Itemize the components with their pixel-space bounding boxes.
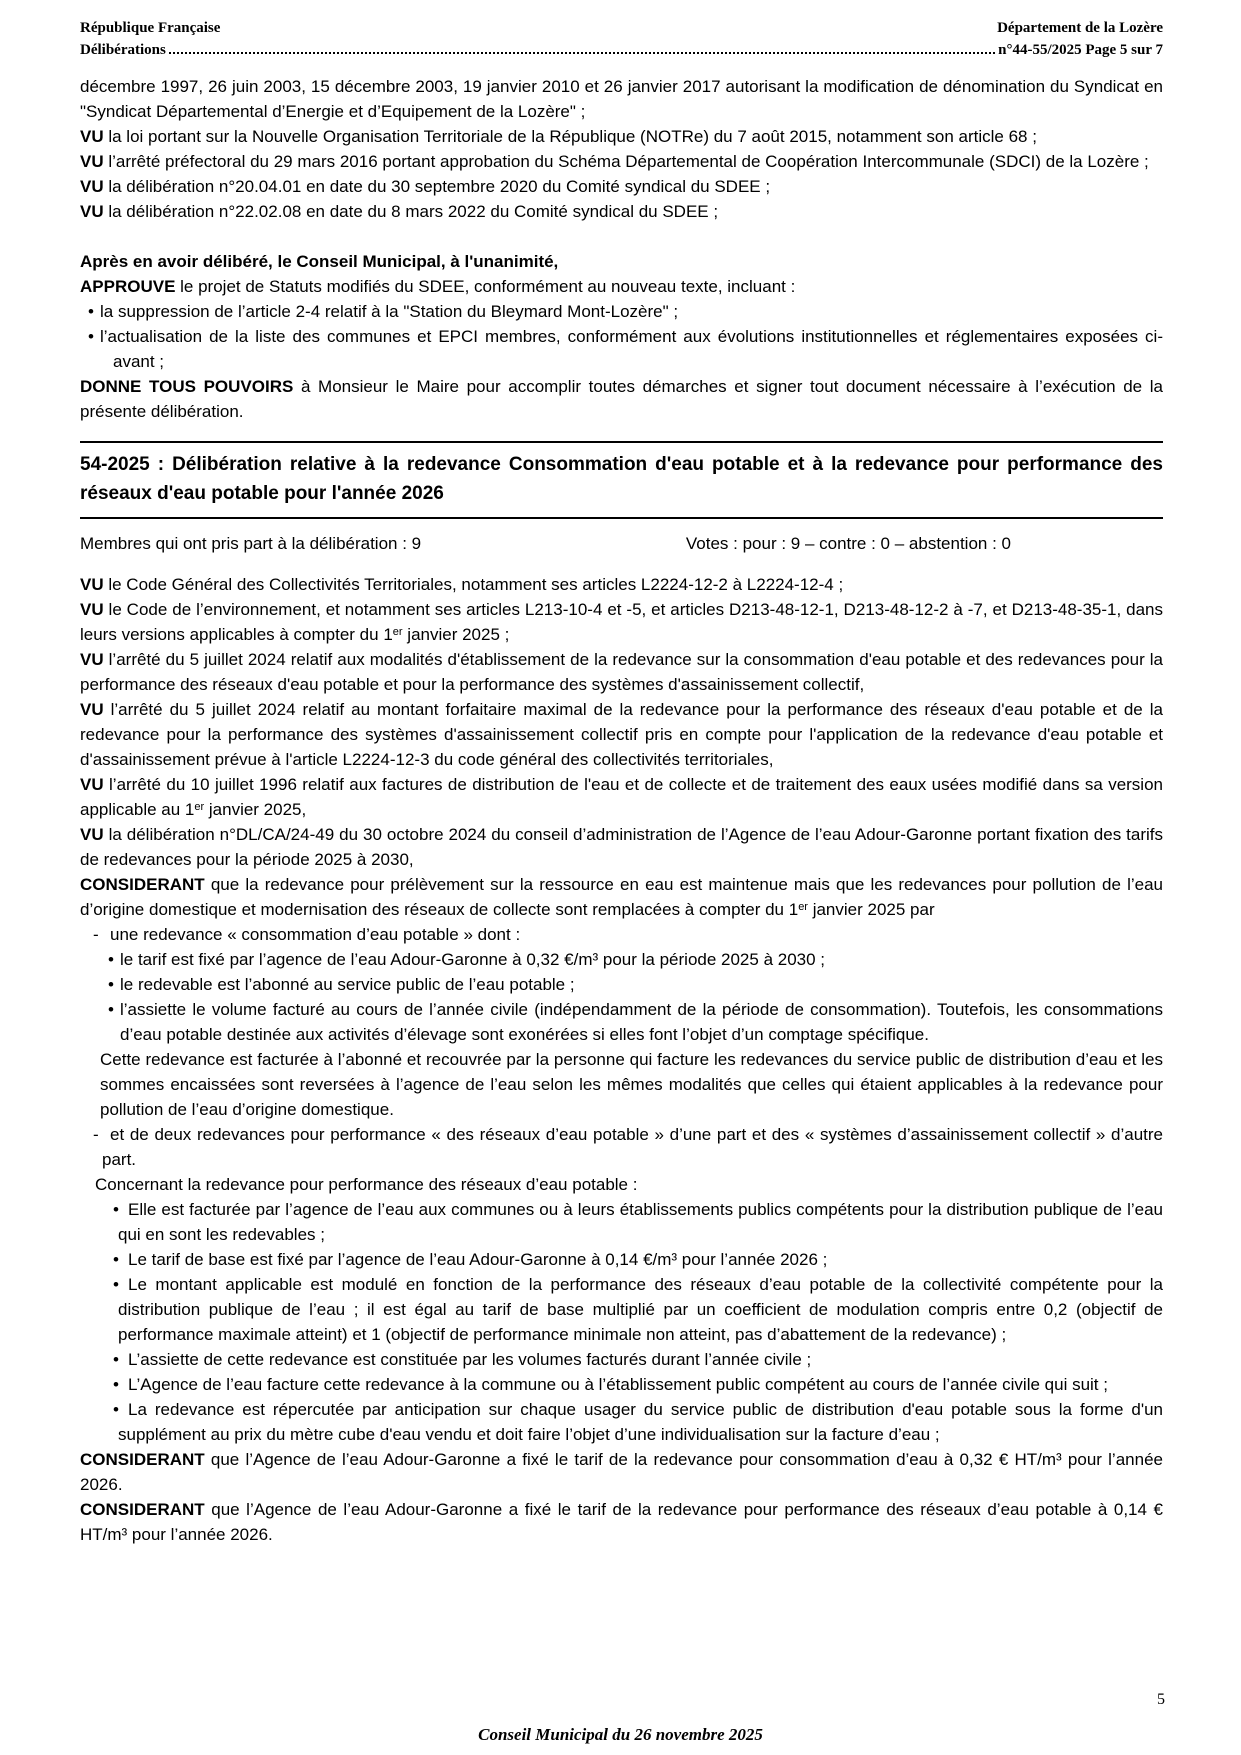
text-run: VU bbox=[80, 177, 104, 196]
paragraph bbox=[80, 1172, 1163, 1197]
bullet-marker: • bbox=[108, 950, 114, 969]
text-run: Le montant applicable est modulé en fonction de la performance des réseaux d’eau potable de la collectivité compétente pour la distribution publique de l’eau ; il est égal au tarif de base multiplié par un coefficient de modulation compris entre 0,2 (objectif de performance maximale atteint) et 1 (objectif de performance minimale non atteint, pas d’abattement de la redevance) ; bbox=[118, 1275, 1163, 1344]
text-run: que la redevance pour prélèvement sur la ressource en eau est maintenue mais que les redevances pour pollution de l’eau d’origine domestique et modernisation des réseaux de collecte sont remplacées à compter du 1 bbox=[80, 875, 1163, 919]
text-run: et de deux redevances pour performance « des réseaux d’eau potable » d’une part et des « systèmes d’assainissement collectif » d’autre part. bbox=[102, 1125, 1163, 1169]
paragraph bbox=[80, 174, 1163, 199]
paragraph bbox=[80, 374, 1163, 424]
text-run: VU bbox=[80, 700, 104, 719]
text-run: janvier 2025 par bbox=[807, 900, 935, 919]
paragraph bbox=[80, 74, 1163, 124]
paragraph bbox=[80, 647, 1163, 697]
text-run: DONNE TOUS POUVOIRS bbox=[80, 377, 294, 396]
text-run: VU bbox=[80, 600, 104, 619]
header-department-label: Département de la Lozère bbox=[997, 20, 1163, 36]
text-run: l’actualisation de la liste des communes et EPCI membres, conformément aux évolutions institutionnelles et réglementaires exposées ci-avant ; bbox=[100, 327, 1163, 371]
document-body bbox=[80, 74, 1163, 1547]
text-run: la loi portant sur la Nouvelle Organisation Territoriale de la République (NOTRe) du 7 août 2015, notamment son article 68 ; bbox=[103, 127, 1037, 146]
paragraph bbox=[80, 1497, 1163, 1547]
paragraph bbox=[80, 872, 1163, 922]
blank-line bbox=[80, 224, 1163, 249]
header-row-2 bbox=[80, 42, 1163, 59]
bullet-marker: • bbox=[88, 327, 94, 346]
text-run: APPROUVE bbox=[80, 277, 176, 296]
dash-marker: - bbox=[93, 1125, 99, 1144]
list-item bbox=[80, 324, 1163, 374]
votes-row bbox=[80, 531, 1163, 556]
paragraph bbox=[80, 149, 1163, 174]
bullet-marker: • bbox=[108, 1000, 114, 1019]
bullet-marker: • bbox=[113, 1200, 119, 1219]
text-run: er bbox=[194, 801, 205, 813]
votes-result-label: Votes : pour : 9 – contre : 0 – abstention : 0 bbox=[685, 534, 1011, 553]
text-run: La redevance est répercutée par anticipation sur chaque usager du service public de distribution d'eau potable sous la forme d'un supplément au prix du mètre cube d'eau vendu et doit faire l’objet d’une individualisation sur la facture d’eau ; bbox=[118, 1400, 1163, 1444]
document-header bbox=[80, 20, 1163, 59]
bullet-marker: • bbox=[108, 975, 114, 994]
deliberations-label: Délibérations bbox=[80, 42, 166, 58]
text-run: janvier 2025 ; bbox=[402, 625, 510, 644]
text-run: le projet de Statuts modifiés du SDEE, conformément au nouveau texte, incluant : bbox=[175, 277, 796, 296]
text-run: VU bbox=[80, 650, 104, 669]
dash-marker: - bbox=[93, 925, 99, 944]
text-run: L’Agence de l’eau facture cette redevance à la commune ou à l’établissement public compétent au cours de l’année civile qui suit ; bbox=[128, 1375, 1108, 1394]
list-item bbox=[80, 997, 1163, 1047]
text-run: Concernant la redevance pour performance des réseaux d’eau potable : bbox=[95, 1175, 638, 1194]
list-item bbox=[80, 299, 1163, 324]
text-run: Elle est facturée par l’agence de l’eau aux communes ou à leurs établissements publics compétents pour la distribution publique de l’eau qui en sont les redevables ; bbox=[118, 1200, 1163, 1244]
paragraph bbox=[80, 572, 1163, 597]
text-run: que l’Agence de l’eau Adour-Garonne a fixé le tarif de la redevance pour consommation d’eau à 0,32 € HT/m³ pour l’année 2026. bbox=[80, 1450, 1163, 1494]
text-run: l’assiette le volume facturé au cours de l’année civile (indépendamment de la période de consommation). Toutefois, les consommations d’eau potable destinée aux activités d’élevage sont exonérées si elles font l’objet d’un comptage spécifique. bbox=[120, 1000, 1163, 1044]
dotted-leader bbox=[169, 52, 995, 54]
paragraph bbox=[80, 124, 1163, 149]
text-run: une redevance « consommation d’eau potable » dont : bbox=[110, 925, 521, 944]
text-run: décembre 1997, 26 juin 2003, 15 décembre 2003, 19 janvier 2010 et 26 janvier 2017 autorisant la modification de dénomination du Syndicat en "Syndicat Départemental d’Energie et d’Equipement de la Lozère" ; bbox=[80, 77, 1163, 121]
text-run: CONSIDERANT bbox=[80, 1500, 205, 1519]
text-run: CONSIDERANT bbox=[80, 1450, 205, 1469]
text-run: er bbox=[798, 901, 808, 913]
text-run: VU bbox=[80, 202, 104, 221]
section-heading: 54-2025 : Délibération relative à la redevance Consommation d'eau potable et à la redevance pour performance des réseaux d'eau potable pour l'année 2026 bbox=[80, 441, 1163, 519]
paragraph bbox=[80, 697, 1163, 772]
text-run: l’arrêté du 10 juillet 1996 relatif aux factures de distribution de l'eau et de collecte et de traitement des eaux usées modifié dans sa version applicable au 1 bbox=[80, 775, 1163, 819]
text-run: VU bbox=[80, 775, 104, 794]
list-item bbox=[80, 1372, 1163, 1397]
header-republic-label: République Française bbox=[80, 20, 221, 36]
list-item bbox=[80, 1347, 1163, 1372]
text-run: VU bbox=[80, 575, 104, 594]
text-run: la délibération n°DL/CA/24-49 du 30 octobre 2024 du conseil d’administration de l’Agence de l’eau Adour-Garonne portant fixation des tarifs de redevances pour la période 2025 à 2030, bbox=[80, 825, 1163, 869]
text-run: le Code Général des Collectivités Territoriales, notamment ses articles L2224-12-2 à L2224-12-4 ; bbox=[103, 575, 844, 594]
list-item bbox=[80, 947, 1163, 972]
text-run: l’arrêté du 5 juillet 2024 relatif aux modalités d'établissement de la redevance sur la consommation d'eau potable et des redevances pour la performance des réseaux d'eau potable et pour la performance des systèmes d'assainissement collectif, bbox=[80, 650, 1163, 694]
header-page-ref: n°44-55/2025 Page 5 sur 7 bbox=[998, 42, 1163, 58]
bullet-marker: • bbox=[88, 302, 94, 321]
text-run: L’assiette de cette redevance est constituée par les volumes facturés durant l’année civile ; bbox=[128, 1350, 812, 1369]
paragraph bbox=[80, 1047, 1163, 1122]
text-run: VU bbox=[80, 825, 104, 844]
bullet-marker: • bbox=[113, 1275, 119, 1294]
paragraph bbox=[80, 597, 1163, 647]
paragraph bbox=[80, 1447, 1163, 1497]
paragraph bbox=[80, 249, 1163, 274]
list-item bbox=[80, 972, 1163, 997]
text-run: Après en avoir délibéré, le Conseil Municipal, à l'unanimité, bbox=[80, 252, 559, 271]
list-item bbox=[80, 1272, 1163, 1347]
text-run: janvier 2025, bbox=[204, 800, 307, 819]
text-run: VU bbox=[80, 127, 104, 146]
members-count-label: Membres qui ont pris part à la délibération : 9 bbox=[80, 534, 422, 553]
paragraph bbox=[80, 822, 1163, 872]
text-run: CONSIDERANT bbox=[80, 875, 205, 894]
page-number: 5 bbox=[1157, 1691, 1165, 1708]
list-item bbox=[80, 922, 1163, 947]
text-run: que l’Agence de l’eau Adour-Garonne a fixé le tarif de la redevance pour performance des réseaux d’eau potable à 0,14 € HT/m³ pour l’année 2026. bbox=[80, 1500, 1163, 1544]
text-run: la suppression de l’article 2-4 relatif à la "Station du Bleymard Mont-Lozère" ; bbox=[100, 302, 679, 321]
text-run: er bbox=[392, 626, 403, 638]
text-run: la délibération n°20.04.01 en date du 30 septembre 2020 du Comité syndical du SDEE ; bbox=[103, 177, 771, 196]
bullet-marker: • bbox=[113, 1400, 119, 1419]
text-run: l’arrêté préfectoral du 29 mars 2016 portant approbation du Schéma Départemental de Coopération Intercommunale (SDCI) de la Lozère ; bbox=[103, 152, 1149, 171]
document-footer: Conseil Municipal du 26 novembre 2025 bbox=[478, 1725, 763, 1744]
text-run: Le tarif de base est fixé par l’agence de l’eau Adour-Garonne à 0,14 €/m³ pour l’année 2026 ; bbox=[128, 1250, 828, 1269]
text-run: à Monsieur le Maire pour accomplir toutes démarches et signer tout document nécessaire à l’exécution de la présente délibération. bbox=[80, 377, 1164, 421]
bullet-marker: • bbox=[113, 1375, 119, 1394]
list-item bbox=[80, 1197, 1163, 1247]
paragraph bbox=[80, 274, 1163, 299]
list-item bbox=[80, 1122, 1163, 1172]
text-run: l’arrêté du 5 juillet 2024 relatif au montant forfaitaire maximal de la redevance pour la performance des réseaux d'eau potable et de la redevance pour la performance des systèmes d'assainissement collectif pris en compte pour l'application de la redevance d'eau potable et d'assainissement prévue à l'article L2224-12-3 du code général des collectivités territoriales, bbox=[80, 700, 1163, 769]
text-run: le Code de l’environnement, et notamment ses articles L213-10-4 et -5, et articles D213-48-12-1, D213-48-12-2 à -7, et D213-48-35-1, dans leurs versions applicables à compter du 1 bbox=[80, 600, 1163, 644]
text-run: Cette redevance est facturée à l’abonné et recouvrée par la personne qui facture les redevances du service public de distribution d’eau et les sommes encaissées sont reversées à l’agence de l’eau selon les mêmes modalités que celles qui étaient applicables à la redevance pour pollution de l’eau d’origine domestique. bbox=[100, 1050, 1163, 1119]
text-run: le redevable est l’abonné au service public de l’eau potable ; bbox=[120, 975, 575, 994]
list-item bbox=[80, 1397, 1163, 1447]
bullet-marker: • bbox=[113, 1250, 119, 1269]
list-item bbox=[80, 1247, 1163, 1272]
text-run: la délibération n°22.02.08 en date du 8 mars 2022 du Comité syndical du SDEE ; bbox=[103, 202, 719, 221]
text-run: VU bbox=[80, 152, 104, 171]
text-run: le tarif est fixé par l’agence de l’eau Adour-Garonne à 0,32 €/m³ pour la période 2025 à 2030 ; bbox=[120, 950, 826, 969]
paragraph bbox=[80, 772, 1163, 822]
bullet-marker: • bbox=[113, 1350, 119, 1369]
header-row-1 bbox=[80, 20, 1163, 37]
paragraph bbox=[80, 199, 1163, 224]
